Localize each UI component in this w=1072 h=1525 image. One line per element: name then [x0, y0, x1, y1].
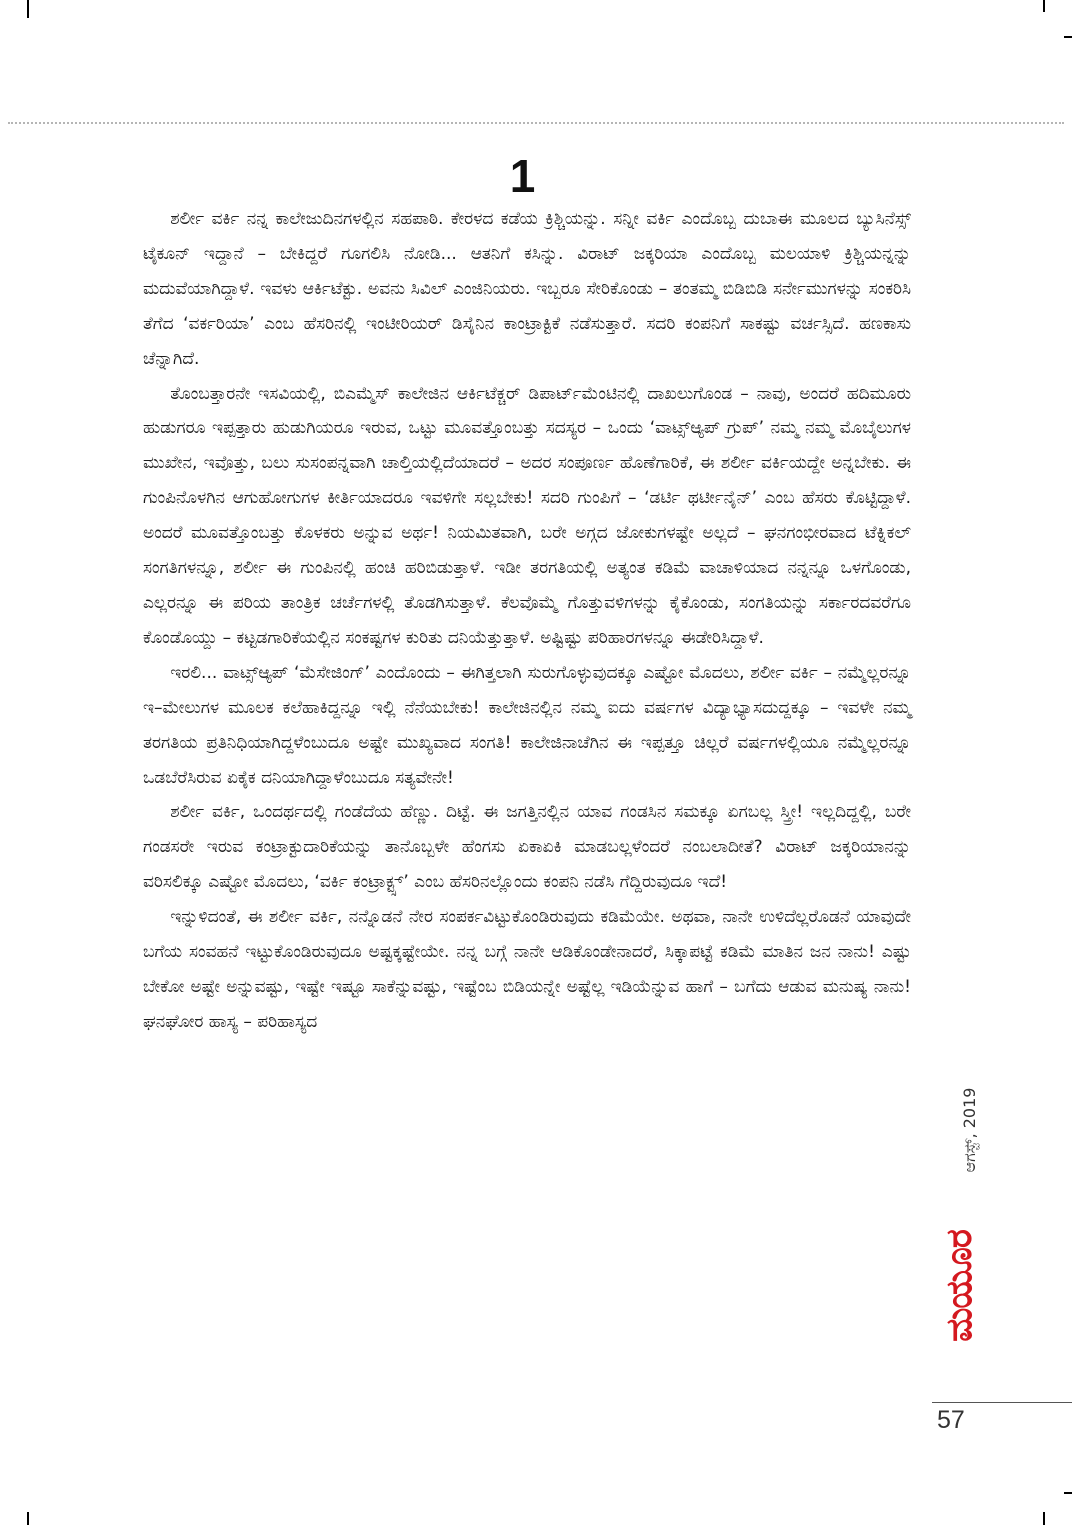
- paragraph-2: ತೊಂಬತ್ತಾರನೇ ಇಸವಿಯಲ್ಲಿ, ಬಿಎಮ್ಮೆಸ್ ಕಾಲೇಜಿನ ಆರ್ಕಿಟೆಕ್ಚರ್ ಡಿಪಾರ್ಟ್‌ಮೆಂಟಿನಲ್ಲಿ ದಾಖಲುಗೊಂಡ – ನಾವು, ಅಂದರೆ ಹದಿಮೂರು ಹುಡುಗರೂ ಇಪ್ಪತ್ತಾರು ಹುಡುಗಿಯರೂ ಇರುವ, ಒಟ್ಟು ಮೂವತ್ತೊಂಬತ್ತು ಸದಸ್ಯರ – ಒಂದು ‘ವಾಟ್ಸ್‌ಆ್ಯಪ್ ಗ್ರುಪ್’ ನಮ್ಮ ನಮ್ಮ ಮೊಬೈಲುಗಳ ಮುಖೇನ, ಇವೊತ್ತು, ಬಲು ಸುಸಂಪನ್ನವಾಗಿ ಚಾಲ್ತಿಯಲ್ಲಿದೆಯಾದರೆ – ಅದರ ಸಂಪೂರ್ಣ ಹೊಣೆಗಾರಿಕೆ, ಈ ಶರ್ಲೀ ವರ್ಕಿಯದ್ದೇ ಅನ್ನಬೇಕು. ಈ ಗುಂಪಿನೊಳಗಿನ ಆಗುಹೋಗುಗಳ ಕೀರ್ತಿಯಾದರೂ ಇವಳಿಗೇ ಸಲ್ಲಬೇಕು! ಸದರಿ ಗುಂಪಿಗೆ – ‘ಡರ್ಟಿ ಥರ್ಟೀನೈನ್’ ಎಂಬ ಹೆಸರು ಕೊಟ್ಟಿದ್ದಾಳೆ. ಅಂದರೆ ಮೂವತ್ತೊಂಬತ್ತು ಕೊಳಕರು ಅನ್ನುವ ಅರ್ಥ! ನಿಯಮಿತವಾಗಿ, ಬರೇ ಅಗ್ಗದ ಜೋಕುಗಳಷ್ಟೇ ಅಲ್ಲದೆ – ಘನಗಂಭೀರವಾದ ಟೆಕ್ನಿಕಲ್ ಸಂಗತಿಗಳನ್ನೂ, ಶರ್ಲೀ ಈ ಗುಂಪಿನಲ್ಲಿ ಹಂಚಿ ಹರಿಬಿಡುತ್ತಾಳೆ. ಇಡೀ ತರಗತಿಯಲ್ಲಿ ಅತ್ಯಂತ ಕಡಿಮೆ ವಾಚಾಳಿಯಾದ ನನ್ನನ್ನೂ ಒಳಗೊಂಡು, ಎಲ್ಲರನ್ನೂ ಈ ಪರಿಯ ತಾಂತ್ರಿಕ ಚರ್ಚೆಗಳಲ್ಲಿ ತೊಡಗಿಸುತ್ತಾಳೆ. ಕೆಲವೊಮ್ಮೆ ಗೊತ್ತುವಳಿಗಳನ್ನು ಕೈಕೊಂಡು, ಸಂಗತಿಯನ್ನು ಸರ್ಕಾರದವರೆಗೂ ಕೊಂಡೊಯ್ದು – ಕಟ್ಟಡಗಾರಿಕೆಯಲ್ಲಿನ ಸಂಕಷ್ಟಗಳ ಕುರಿತು ದನಿಯೆತ್ತುತ್ತಾಳೆ. ಅಷ್ಟಿಷ್ಟು ಪರಿಹಾರಗಳನ್ನೂ ಈಡೇರಿಸಿದ್ದಾಳೆ.: [143, 383, 911, 648]
- dotted-header-rule: [8, 122, 1064, 124]
- issue-date: ಆಗಸ್ಟ್, 2019: [960, 1087, 979, 1173]
- magazine-logo: ಮಯೂರ: [939, 1230, 980, 1342]
- paragraph-4: ಶರ್ಲೀ ವರ್ಕಿ, ಒಂದರ್ಥದಲ್ಲಿ ಗಂಡೆದೆಯ ಹೆಣ್ಣು. ದಿಟ್ಟೆ. ಈ ಜಗತ್ತಿನಲ್ಲಿನ ಯಾವ ಗಂಡಸಿನ ಸಮಕ್ಕೂ ಏಗಬಲ್ಲ ಸ್ತ್ರೀ! ಇಲ್ಲದಿದ್ದಲ್ಲಿ, ಬರೇ ಗಂಡಸರೇ ಇರುವ ಕಂಟ್ರಾಕ್ಟುದಾರಿಕೆಯನ್ನು ತಾನೊಬ್ಬಳೇ ಹೆಂಗಸು ಏಕಾಏಕಿ ಮಾಡಬಲ್ಲಳೆಂದರೆ ನಂಬಲಾದೀತೆ? ವಿರಾಟ್ ಜಕ್ಕರಿಯಾನನ್ನು ವರಿಸಲಿಕ್ಕೂ ಎಷ್ಟೋ ಮೊದಲು, ‘ವರ್ಕಿ ಕಂಟ್ರಾಕ್ಟ್ಸ್’ ಎಂಬ ಹೆಸರಿನಲ್ಲೊಂದು ಕಂಪನಿ ನಡೆಸಿ ಗೆದ್ದಿರುವುದೂ ಇದೆ!: [143, 802, 911, 893]
- crop-mark-top-right: [1043, 0, 1045, 12]
- chapter-number: 1: [509, 150, 536, 202]
- crop-mark-bottom-right: [1043, 1512, 1045, 1525]
- folio-rule: [932, 1402, 1072, 1403]
- crop-mark-right-bottom: [1064, 1492, 1072, 1494]
- crop-mark-bottom-left: [27, 1512, 29, 1525]
- paragraph-5: ಇನ್ನುಳಿದಂತೆ, ಈ ಶರ್ಲೀ ವರ್ಕಿ, ನನ್ನೊಡನೆ ನೇರ ಸಂಪರ್ಕವಿಟ್ಟುಕೊಂಡಿರುವುದು ಕಡಿಮೆಯೇ. ಅಥವಾ, ನಾನೇ ಉಳಿದೆಲ್ಲರೊಡನೆ ಯಾವುದೇ ಬಗೆಯ ಸಂವಹನೆ ಇಟ್ಟುಕೊಂಡಿರುವುದೂ ಅಷ್ಟಕ್ಕಷ್ಟೇಯೇ. ನನ್ನ ಬಗ್ಗೆ ನಾನೇ ಆಡಿಕೊಂಡೇನಾದರೆ, ಸಿಕ್ಕಾಪಟ್ಟೆ ಕಡಿಮೆ ಮಾತಿನ ಜನ ನಾನು! ಎಷ್ಟು ಬೇಕೋ ಅಷ್ಟೇ ಅನ್ನುವಷ್ಟು, ಇಷ್ಟೇ ಇಷ್ಟೂ ಸಾಕೆನ್ನುವಷ್ಟು, ಇಷ್ಟೆಂಬ ಬಿಡಿಯನ್ನೇ ಅಷ್ಟೆಲ್ಲ ಇಡಿಯೆನ್ನುವ ಹಾಗೆ – ಬಗೆದು ಆಡುವ ಮನುಷ್ಯ ನಾನು! ಘನಘೋರ ಹಾಸ್ಯ – ಪರಿಹಾಸ್ಯದ: [143, 907, 911, 1032]
- paragraph-1: ಶರ್ಲೀ ವರ್ಕಿ ನನ್ನ ಕಾಲೇಜುದಿನಗಳಲ್ಲಿನ ಸಹಪಾಠಿ. ಕೇರಳದ ಕಡೆಯ ಕ್ರಿಶ್ಚಿಯನ್ನು. ಸನ್ನೀ ವರ್ಕಿ ಎಂದೊಬ್ಬ ದುಬಾಈ ಮೂಲದ ಬ್ಯುಸಿನೆಸ್ಸ್ ಟೈಕೂನ್ ಇದ್ದಾನೆ – ಬೇಕಿದ್ದರೆ ಗೂಗಲಿಸಿ ನೋಡಿ... ಆತನಿಗೆ ಕಸಿನ್ನು. ವಿರಾಟ್ ಜಕ್ಕರಿಯಾ ಎಂದೊಬ್ಬ ಮಲಯಾಳಿ ಕ್ರಿಶ್ಚಿಯನ್ನನ್ನು ಮದುವೆಯಾಗಿದ್ದಾಳೆ. ಇವಳು ಆರ್ಕಿಟೆಕ್ಟು. ಅವನು ಸಿವಿಲ್ ಎಂಜಿನಿಯರು. ಇಬ್ಬರೂ ಸೇರಿಕೊಂಡು – ತಂತಮ್ಮ ಬಿಡಿಬಿಡಿ ಸರ್ನೇಮುಗಳನ್ನು ಸಂಕರಿಸಿ ತೆಗೆದ ‘ವರ್ಕರಿಯಾ’ ಎಂಬ ಹೆಸರಿನಲ್ಲಿ ಇಂಟೀರಿಯರ್ ಡಿಸೈನಿನ ಕಾಂಟ್ರಾಕ್ಟಿಕೆ ನಡೆಸುತ್ತಾರೆ. ಸದರಿ ಕಂಪನಿಗೆ ಸಾಕಷ್ಟು ವರ್ಚಸ್ಸಿದೆ. ಹಣಕಾಸು ಚೆನ್ನಾಗಿದೆ.: [143, 209, 911, 369]
- page-number: 57: [937, 1406, 965, 1434]
- crop-mark-right-top: [1064, 36, 1072, 38]
- article-body: [143, 202, 911, 1040]
- paragraph-3: ಇರಲಿ... ವಾಟ್ಸ್‌ಆ್ಯಪ್ ‘ಮೆಸೇಜಿಂಗ್’ ಎಂದೊಂದು – ಈಗಿತ್ತಲಾಗಿ ಸುರುಗೊಳ್ಳುವುದಕ್ಕೂ ಎಷ್ಟೋ ಮೊದಲು, ಶರ್ಲೀ ವರ್ಕಿ – ನಮ್ಮೆಲ್ಲರನ್ನೂ ಇ–ಮೇಲುಗಳ ಮೂಲಕ ಕಲೆಹಾಕಿದ್ದನ್ನೂ ಇಲ್ಲಿ ನೆನೆಯಬೇಕು! ಕಾಲೇಜಿನಲ್ಲಿನ ನಮ್ಮ ಐದು ವರ್ಷಗಳ ವಿದ್ಯಾಭ್ಯಾಸದುದ್ದಕ್ಕೂ – ಇವಳೇ ನಮ್ಮ ತರಗತಿಯ ಪ್ರತಿನಿಧಿಯಾಗಿದ್ದಳೆಂಬುದೂ ಅಷ್ಟೇ ಮುಖ್ಯವಾದ ಸಂಗತಿ! ಕಾಲೇಜಿನಾಚೆಗಿನ ಈ ಇಪ್ಪತ್ತೂ ಚಿಲ್ಲರೆ ವರ್ಷಗಳಲ್ಲಿಯೂ ನಮ್ಮೆಲ್ಲರನ್ನೂ ಒಡಬೆರೆಸಿರುವ ಏಕೈಕ ದನಿಯಾಗಿದ್ದಾಳೆಂಬುದೂ ಸತ್ಯವೇನೇ!: [143, 662, 911, 788]
- crop-mark-top-left: [27, 0, 29, 18]
